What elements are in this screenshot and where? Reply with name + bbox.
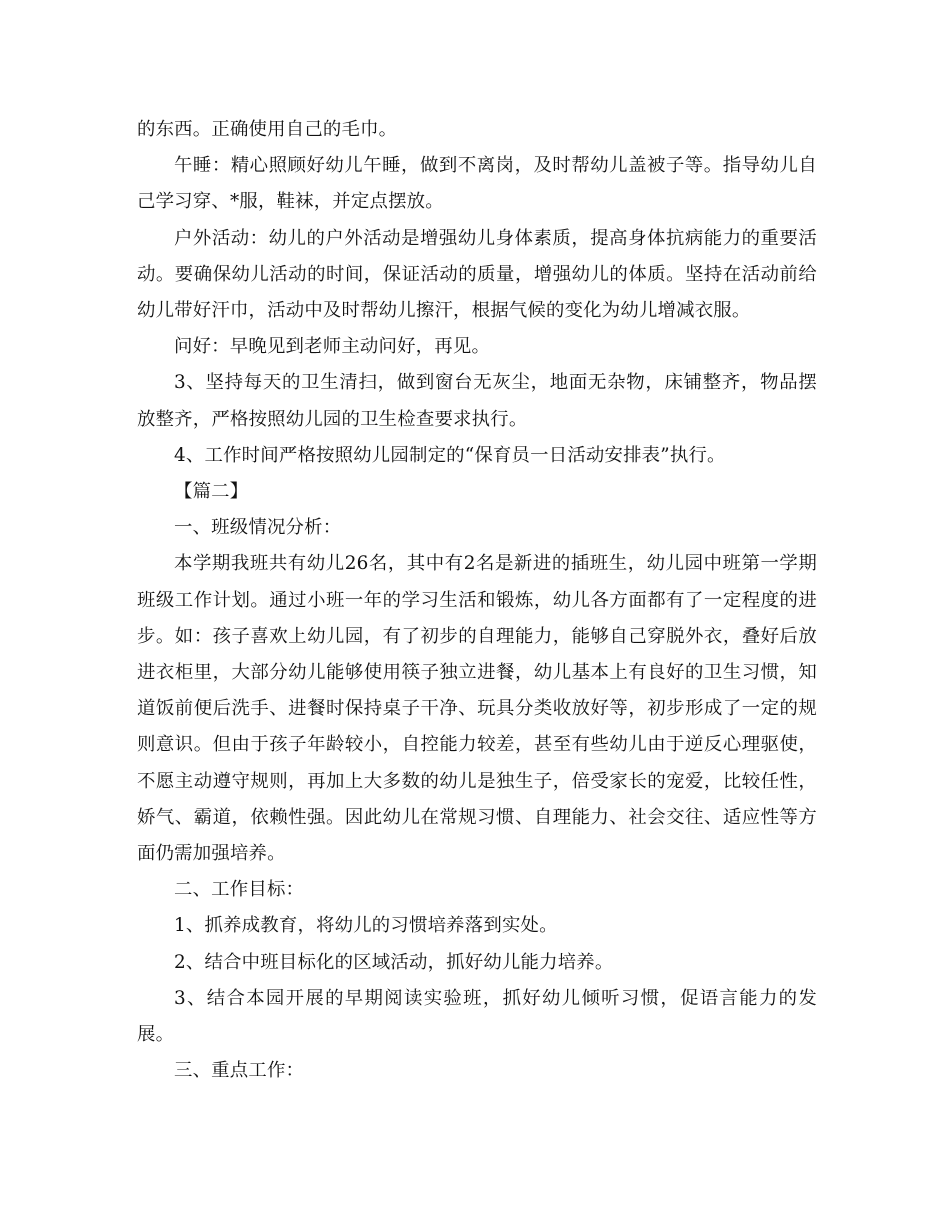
goal-item-2: 2、结合中班目标化的区域活动，抓好幼儿能力培养。 [174, 951, 614, 973]
paragraph-towel: 的东西。正确使用自己的毛巾。 [137, 119, 398, 140]
goal-item-3: 3、结合本园开展的早期阅读实验班，抓好幼儿倾听习惯，促语言能力的发展。 [137, 987, 817, 1046]
paragraph-outdoor-activity: 户外活动：幼儿的户外活动是增强幼儿身体素质，提高身体抗病能力的重要活动。要确保幼儿活动的时间，保证活动的质量，增强幼儿的体质。坚持在活动前给幼儿带好汗巾，活动中及时帮幼儿擦汗，根据气候的变化为幼儿增减衣服。 [137, 227, 817, 322]
paragraph-work-schedule: 4、工作时间严格按照幼儿园制定的“保育员一日活动安排表”执行。 [174, 444, 726, 466]
paragraph-greeting: 问好：早晚见到老师主动问好，再见。 [174, 336, 491, 358]
paragraph-cleaning: 3、坚持每天的卫生清扫，做到窗台无灰尘，地面无杂物，床铺整齐，物品摆放整齐，严格按照幼儿园的卫生检查要求执行。 [137, 372, 817, 430]
heading-key-work: 三、重点工作： [174, 1060, 305, 1082]
heading-work-goals: 二、工作目标： [174, 879, 305, 901]
paragraph-class-analysis: 本学期我班共有幼儿26名，其中有2名是新进的插班生，幼儿园中班第一学期班级工作计划。通过小班一年的学习生活和锻炼，幼儿各方面都有了一定程度的进步。如：孩子喜欢上幼儿园，有了初步的自理能力，能够自己穿脱外衣，叠好后放进衣柜里，大部分幼儿能够使用筷子独立进餐，幼儿基本上有良好的卫生习惯，知道饭前便后洗手、进餐时保持桌子干净、玩具分类收放好等，初步形成了一定的规则意识。但由于孩子年龄较小，自控能力较差，甚至有些幼儿由于逆反心理驱使，不愿主动遵守规则，再加上大多数的幼儿是独生子，倍受家长的宠爱，比较任性，娇气、霸道，依赖性强。因此幼儿在常规习惯、自理能力、社会交往、适应性等方面仍需加强培养。 [137, 553, 817, 865]
paragraph-nap: 午睡：精心照顾好幼儿午睡，做到不离岗，及时帮幼儿盖被子等。指导幼儿自己学习穿、*服，鞋袜，并定点摆放。 [137, 155, 817, 213]
section-heading-part-two: 【篇二】 [174, 481, 249, 503]
goal-item-1: 1、抓养成教育，将幼儿的习惯培养落到实处。 [174, 915, 558, 937]
document-body [137, 112, 817, 1089]
heading-class-analysis: 一、班级情况分析： [174, 517, 342, 539]
